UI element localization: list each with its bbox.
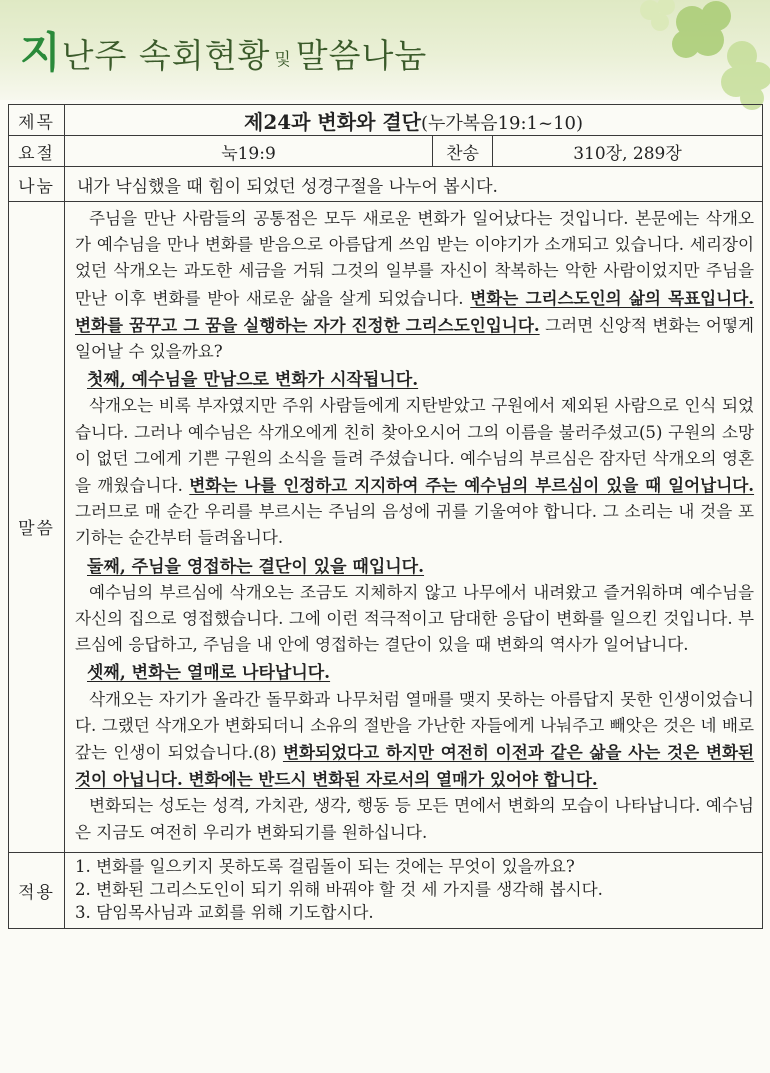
scripture-reference: (누가복음19:1~10) — [421, 112, 584, 134]
application-item: 2. 변화된 그리스도인이 되기 위해 바꿔야 할 것 세 가지를 생각해 봅시다. — [75, 879, 603, 899]
point-1-emphasis: 변화는 나를 인정하고 지지하여 주는 예수님의 부르심이 있을 때 일어납니다. — [189, 475, 755, 496]
point-1-closing: 그러므로 매 순간 우리를 부르시는 주님의 음성에 귀를 기울여야 합니다. 그 소리는 내 것을 포기하는 순간부터 들려옵니다. — [75, 502, 755, 548]
title-end: 말씀나눔 — [295, 36, 428, 75]
summary-label: 요절 — [9, 136, 65, 167]
title-main: 난주 속회현황 — [61, 36, 271, 75]
point-1-text: 삭개오는 비록 부자였지만 주위 사람들에게 지탄받았고 구원에서 제외된 사람으로 인식 되었습니다. 그러나 예수님은 삭개오에게 친히 찾아오시어 그의 이름을 불러주셨고(5) 구원의 소망이 없던 그에게 기쁜 구원의 소식을 들려 주셨습니다. 예수님의 부르심은 잠자던 삭개오의 영혼을 깨웠습니다. — [75, 396, 755, 496]
share-label: 나눔 — [9, 167, 65, 202]
summary-row — [9, 136, 763, 167]
point-2-paragraph: 예수님의 부르심에 삭개오는 조금도 지체하지 않고 나무에서 내려왔고 즐거워하며 예수님을 자신의 집으로 영접했습니다. 그에 이런 적극적이고 담대한 응답이 변화를 일으킨 것입니다. 부르심에 응답하고, 주님을 내 안에 영접하는 결단이 있을 때 변화의 역사가 일어납니다. — [75, 582, 755, 655]
lesson-title: 제24과 변화와 결단 — [244, 109, 421, 134]
apply-row — [9, 852, 763, 928]
point-1-heading: 첫째, 예수님을 만남으로 변화가 시작됩니다. — [87, 370, 419, 391]
point-3-text: 삭개오는 자기가 올라간 돌무화과 나무처럼 열매를 맺지 못하는 아름답지 못한 인생이었습니다. 그랬던 삭개오가 변화되더니 소유의 절반을 가난한 자들에게 나눠주고 빼앗은 것은 네 배로 갚는 인생이 되었습니다.(8) — [75, 689, 755, 763]
point-3-paragraph — [75, 687, 754, 794]
sermon-body — [65, 202, 763, 853]
intro-paragraph — [75, 206, 754, 365]
subject-cell — [65, 105, 763, 136]
intro-emphasis: 변화는 그리스도인의 삶의 목표입니다. 변화를 꿈꾸고 그 꿈을 실행하는 자가 진정한 그리스도인입니다. — [75, 287, 755, 335]
point-3-heading: 셋째, 변화는 열매로 나타납니다. — [87, 663, 331, 684]
application-item: 1. 변화를 일으키지 못하도록 걸림돌이 되는 것에는 무엇이 있을까요? — [75, 856, 575, 876]
hymn-label: 찬송 — [433, 136, 493, 167]
point-2-heading: 둘째, 주님을 영접하는 결단이 있을 때입니다. — [87, 556, 425, 577]
word-row — [9, 202, 763, 853]
word-label: 말씀 — [9, 202, 65, 853]
intro-text: 주님을 만난 사람들의 공통점은 모두 새로운 변화가 일어났다는 것입니다. 본문에는 삭개오가 예수님을 만나 변화를 받음으로 아름답게 쓰임 받는 이야기가 소개되고 있습니다. 세리장이었던 삭개오는 과도한 세금을 거둬 그것의 일부를 자신이 착복하는 악한 사람이었지만 주님을 만난 이후 변화를 받아 새로운 삶을 살게 되었습니다. — [75, 209, 755, 308]
title-first-letter: 지 — [20, 28, 62, 77]
lesson-table — [8, 104, 763, 929]
hymn-numbers: 310장, 289장 — [493, 136, 763, 167]
apply-label: 적용 — [9, 852, 65, 928]
share-row — [9, 167, 763, 202]
subject-label: 제목 — [9, 105, 65, 136]
closing-paragraph: 변화되는 성도는 성격, 가치관, 생각, 행동 등 모든 면에서 변화의 모습이 나타납니다. 예수님은 지금도 여전히 우리가 변화되기를 원하십니다. — [75, 796, 755, 842]
page-header — [0, 0, 770, 100]
application-list — [65, 852, 763, 928]
page-title — [20, 20, 427, 76]
application-item: 3. 담임목사님과 교회를 위해 기도합시다. — [75, 902, 374, 922]
point-3-emphasis: 변화되었다고 하지만 여전히 이전과 같은 삶을 사는 것은 변화된 것이 아닙니다. 변화에는 반드시 변화된 자로서의 열매가 있어야 합니다. — [75, 742, 755, 790]
intro-closing: 그러면 신앙적 변화는 어떻게 일어날 수 있을까요? — [75, 315, 755, 362]
key-verse: 눅19:9 — [65, 136, 433, 167]
title-conjunction: 및 — [274, 50, 292, 70]
share-question: 내가 낙심했을 때 힘이 되었던 성경구절을 나누어 봅시다. — [65, 167, 763, 202]
subject-row — [9, 105, 763, 136]
point-1-paragraph — [75, 393, 754, 551]
clover-decoration-icon — [630, 0, 770, 115]
